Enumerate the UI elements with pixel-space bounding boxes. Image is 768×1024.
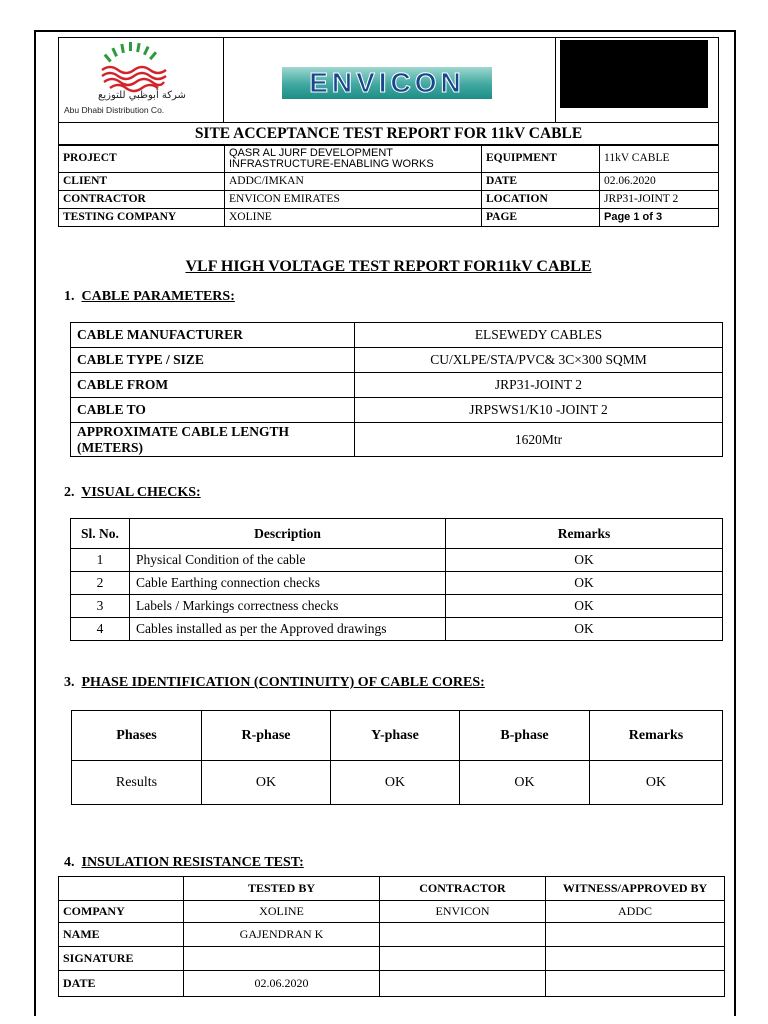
project-value (225, 146, 482, 173)
contractor-cell (380, 947, 546, 971)
table-row (71, 549, 723, 572)
addc-english-name: Abu Dhabi Distribution Co. (64, 105, 165, 115)
row-remark: OK (446, 595, 723, 618)
section2-heading (64, 485, 201, 501)
param-value: CU/XLPE/STA/PVC& 3C×300 SQMM (355, 348, 723, 373)
column-header: R-phase (202, 711, 331, 761)
column-header: Y-phase (331, 711, 460, 761)
row-label: COMPANY (59, 901, 184, 923)
table-row (59, 923, 725, 947)
row-label: NAME (59, 923, 184, 947)
witness-cell (546, 947, 725, 971)
row-description: Cables installed as per the Approved drawings (130, 618, 446, 641)
equipment-value: 11kV CABLE (600, 146, 719, 173)
envicon-logo-text: ENVICON (309, 67, 465, 98)
logo-divider-left (223, 37, 224, 123)
param-value: ELSEWEDY CABLES (355, 323, 723, 348)
section2-number: 2. (64, 485, 75, 500)
section1-title: CABLE PARAMETERS: (81, 289, 235, 304)
tested-by-cell: XOLINE (184, 901, 380, 923)
param-value: JRP31-JOINT 2 (355, 373, 723, 398)
contractor-cell: ENVICON (380, 901, 546, 923)
row-description: Labels / Markings correctness checks (130, 595, 446, 618)
date-value: 02.06.2020 (600, 173, 719, 191)
row-number: 1 (71, 549, 130, 572)
client-value: ADDC/IMKAN (225, 173, 482, 191)
tested-by-cell: 02.06.2020 (184, 971, 380, 997)
row-label: SIGNATURE (59, 947, 184, 971)
column-header: B-phase (460, 711, 590, 761)
table-header-row (71, 519, 723, 549)
column-header: Remarks (446, 519, 723, 549)
phase-identification-table (71, 710, 723, 805)
section4-heading (64, 855, 304, 871)
column-header: Sl. No. (71, 519, 130, 549)
addc-arabic-name: شركة أبوظبي للتوزيع (98, 90, 186, 101)
y-phase-result: OK (331, 761, 460, 805)
page-label: PAGE (482, 209, 600, 227)
client-label: CLIENT (59, 173, 225, 191)
table-row (71, 618, 723, 641)
length-label-line1: APPROXIMATE CABLE LENGTH (77, 423, 290, 439)
row-remark: OK (446, 572, 723, 595)
equipment-label: EQUIPMENT (482, 146, 600, 173)
table-row (72, 761, 723, 805)
contractor-cell (380, 971, 546, 997)
param-label (71, 423, 355, 457)
insulation-signoff-table (58, 876, 725, 997)
r-phase-result: OK (202, 761, 331, 805)
column-header: CONTRACTOR (380, 877, 546, 901)
param-value: 1620Mtr (355, 423, 723, 457)
project-value-line2: INFRASTRUCTURE-ENABLING WORKS (229, 158, 434, 170)
section1-number: 1. (64, 289, 75, 304)
param-label: CABLE MANUFACTURER (71, 323, 355, 348)
table-row (71, 323, 723, 348)
section2-title: VISUAL CHECKS: (81, 485, 201, 500)
location-value: JRP31-JOINT 2 (600, 191, 719, 209)
table-row (71, 398, 723, 423)
table-row (71, 348, 723, 373)
row-number: 2 (71, 572, 130, 595)
witness-cell (546, 971, 725, 997)
contractor-value: ENVICON EMIRATES (225, 191, 482, 209)
section1-heading (64, 289, 235, 305)
page-value: Page 1 of 3 (600, 209, 719, 227)
testing-company-label: TESTING COMPANY (59, 209, 225, 227)
witness-cell (546, 923, 725, 947)
table-header-row (72, 711, 723, 761)
addc-emblem-icon (62, 38, 220, 98)
column-header: Description (130, 519, 446, 549)
project-label: PROJECT (59, 146, 225, 173)
column-header: WITNESS/APPROVED BY (546, 877, 725, 901)
logo-divider-right (555, 37, 556, 123)
b-phase-result: OK (460, 761, 590, 805)
visual-checks-table (70, 518, 723, 641)
param-label: CABLE TYPE / SIZE (71, 348, 355, 373)
table-row (59, 947, 725, 971)
project-value-line1: QASR AL JURF DEVELOPMENT (229, 147, 394, 159)
results-label: Results (72, 761, 202, 805)
row-remark: OK (446, 618, 723, 641)
tested-by-cell: GAJENDRAN K (184, 923, 380, 947)
table-row (59, 971, 725, 997)
table-row (71, 423, 723, 457)
header-info-table (58, 145, 719, 227)
testing-company-value: XOLINE (225, 209, 482, 227)
table-header-row (59, 877, 725, 901)
table-row (59, 901, 725, 923)
section4-number: 4. (64, 855, 75, 870)
column-header: TESTED BY (184, 877, 380, 901)
row-number: 4 (71, 618, 130, 641)
section3-number: 3. (64, 675, 75, 690)
param-label: CABLE TO (71, 398, 355, 423)
row-description: Cable Earthing connection checks (130, 572, 446, 595)
param-value: JRPSWS1/K10 -JOINT 2 (355, 398, 723, 423)
table-row (71, 595, 723, 618)
param-label: CABLE FROM (71, 373, 355, 398)
vlf-title: VLF HIGH VOLTAGE TEST REPORT FOR11kV CABLE (185, 258, 592, 275)
cable-parameters-table (70, 322, 723, 457)
section3-title: PHASE IDENTIFICATION (CONTINUITY) OF CABLE CORES: (81, 675, 485, 690)
witness-cell: ADDC (546, 901, 725, 923)
addc-logo (62, 38, 220, 120)
length-label-line2: (METERS) (77, 439, 144, 455)
section4-title: INSULATION RESISTANCE TEST: (81, 855, 304, 870)
table-row (71, 572, 723, 595)
column-header: Remarks (590, 711, 723, 761)
phase-remark: OK (590, 761, 723, 805)
redacted-block (560, 40, 708, 108)
row-description: Physical Condition of the cable (130, 549, 446, 572)
date-label: DATE (482, 173, 600, 191)
contractor-cell (380, 923, 546, 947)
column-header (59, 877, 184, 901)
row-number: 3 (71, 595, 130, 618)
envicon-logo (282, 67, 492, 99)
row-label: DATE (59, 971, 184, 997)
location-label: LOCATION (482, 191, 600, 209)
row-remark: OK (446, 549, 723, 572)
section3-heading (64, 675, 485, 691)
tested-by-cell (184, 947, 380, 971)
table-row (71, 373, 723, 398)
contractor-label: CONTRACTOR (59, 191, 225, 209)
column-header: Phases (72, 711, 202, 761)
report-title: SITE ACCEPTANCE TEST REPORT FOR 11kV CABLE (58, 123, 719, 145)
